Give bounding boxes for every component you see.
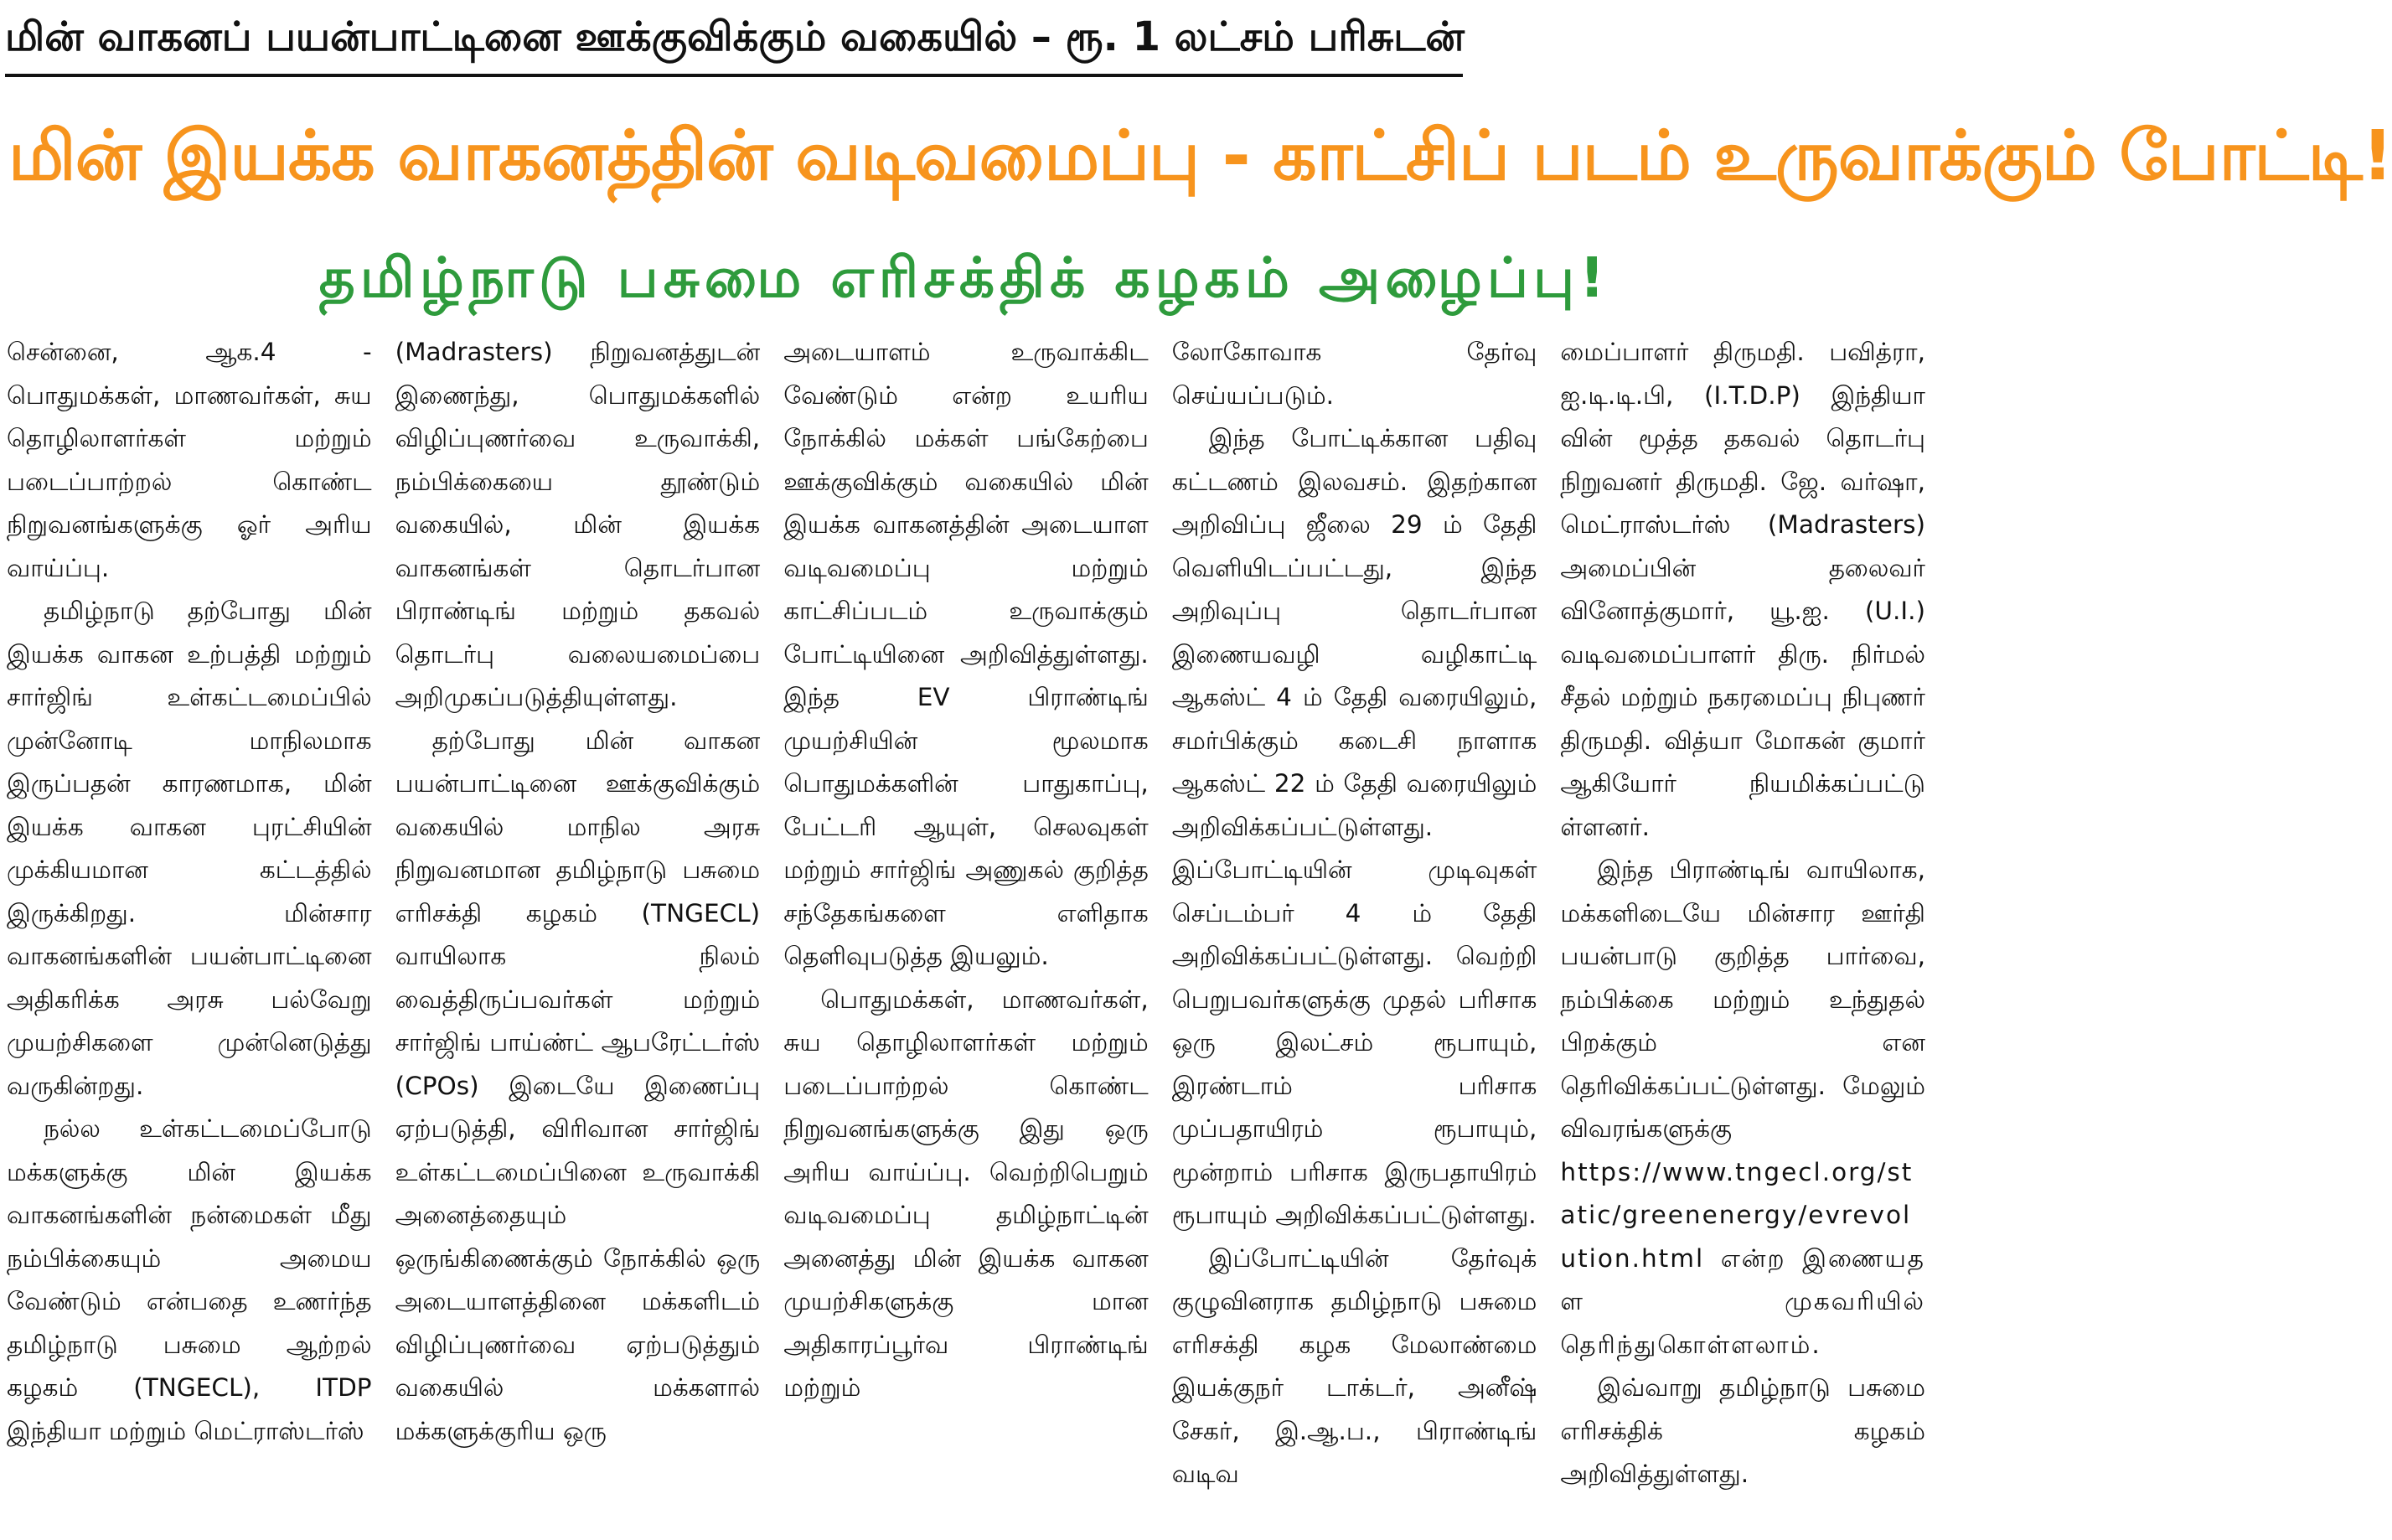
article-paragraph: நல்ல உள்கட்டமைப்போடு மக்களுக்கு மின் இயக்க வாகனங்களின் நன்மைகள் மீது நம்பிக்கையும் அமைய வேண்டும் என்பதை உணர்ந்த தமிழ்நாடு பசுமை ஆற்றல் கழகம் (TNGECL), ITDP இந்தியா மற்றும் மெட்ராஸ்டர்ஸ் (7, 1114, 372, 1445)
article-column-1 (7, 331, 372, 1537)
article-paragraph: பொதுமக்கள், மாணவர்கள், சுய தொழிலாளர்கள் மற்றும் படைப்பாற்றல் கொண்ட நிறுவனங்களுக்கு இது ஒரு அரிய வாய்ப்பு. வெற்றிபெறும் வடிவமைப்பு தமிழ்நாட்டின் அனைத்து மின் இயக்க வாகன முயற்சிகளுக்கு மான அதிகாரப்பூர்வ பிராண்டிங் மற்றும் (783, 984, 1149, 1402)
article-paragraph: லோகோவாக தேர்வு செய்யப்படும். (1171, 338, 1537, 410)
article-paragraph: இப்போட்டியின் தேர்வுக் குழுவினராக தமிழ்நாடு பசுமை எரிசக்தி கழக மேலாண்மை இயக்குநர் டாக்டர், அனீஷ் சேகர், இ.ஆ.ப., பிராண்டிங் வடிவ (1171, 1243, 1537, 1488)
main-headline: மின் இயக்க வாகனத்தின் வடிவமைப்பு - காட்சிப் படம் உருவாக்கும் போட்டி! (8, 116, 2392, 196)
article-column-2 (395, 331, 761, 1537)
article-paragraph: தமிழ்நாடு தற்போது மின் இயக்க வாகன உற்பத்தி மற்றும் சார்ஜிங் உள்கட்டமைப்பில் முன்னோடி மாநிலமாக இருப்பதன் காரணமாக, மின் இயக்க வாகன புரட்சியின் முக்கியமான கட்டத்தில் இருக்கிறது. மின்சார வாகனங்களின் பயன்பாட்டினை அதிகரிக்க அரசு பல்வேறு முயற்சிகளை முன்னெடுத்து வருகின்றது. (7, 597, 372, 1100)
article-paragraph: இந்த போட்டிக்கான பதிவு கட்டணம் இலவசம். இதற்கான அறிவிப்பு ஜீலை 29 ம் தேதி வெளியிடப்பட்டது, இந்த அறிவுப்பு தொடர்பான இணையவழி வழிகாட்டி ஆகஸ்ட் 4 ம் தேதி வரையிலும், சமர்பிக்கும் கடைசி நாளாக ஆகஸ்ட் 22 ம் தேதி வரையிலும் அறிவிக்கப்பட்டுள்ளது. இப்போட்டியின் முடிவுகள் செப்டம்பர் 4 ம் தேதி அறிவிக்கப்பட்டுள்ளது. வெற்றி பெறுபவர்களுக்கு முதல் பரிசாக ஒரு இலட்சம் ரூபாயும், இரண்டாம் பரிசாக முப்பதாயிரம் ரூபாயும், மூன்றாம் பரிசாக இருபதாயிரம் ரூபாயும் அறிவிக்கப்பட்டுள்ளது. (1171, 424, 1537, 1229)
article-column-3 (783, 331, 1149, 1537)
dateline-paragraph: சென்னை, ஆக.4 - பொதுமக்கள், மாணவர்கள், சுய தொழிலாளர்கள் மற்றும் படைப்பாற்றல் கொண்ட நிறுவனங்களுக்கு ஓர் அரிய வாய்ப்பு. (7, 338, 372, 582)
article-paragraph: அடையாளம் உருவாக்கிட வேண்டும் என்ற உயரிய நோக்கில் மக்கள் பங்கேற்பை ஊக்குவிக்கும் வகையில் மின் இயக்க வாகனத்தின் அடையாள வடிவமைப்பு மற்றும் காட்சிப்படம் உருவாக்கும் போட்டியினை அறிவித்துள்ளது. இந்த EV பிராண்டிங் முயற்சியின் மூலமாக பொதுமக்களின் பாதுகாப்பு, பேட்டரி ஆயுள், செலவுகள் மற்றும் சார்ஜிங் அணுகல் குறித்த சந்தேகங்களை எளிதாக தெளிவுபடுத்த இயலும். (783, 338, 1149, 970)
article-paragraph: தற்போது மின் வாகன பயன்பாட்டினை ஊக்குவிக்கும் வகையில் மாநில அரசு நிறுவனமான தமிழ்நாடு பசுமை எரிசக்தி கழகம் (TNGECL) வாயிலாக நிலம் வைத்திருப்பவர்கள் மற்றும் சார்ஜிங் பாய்ண்ட் ஆபரேட்டர்ஸ் (CPOs) இடையே இணைப்பு ஏற்படுத்தி, விரிவான சார்ஜிங் உள்கட்டமைப்பினை உருவாக்கி அனைத்தையும் ஒருங்கிணைக்கும் நோக்கில் ஒரு அடையாளத்தினை மக்களிடம் விழிப்புணர்வை ஏற்படுத்தும் வகையில் மக்களால் மக்களுக்குரிய ஒரு (395, 726, 761, 1445)
article-paragraph: இந்த பிராண்டிங் வாயிலாக, மக்களிடையே மின்சார ஊர்தி பயன்பாடு குறித்த பார்வை, நம்பிக்கை மற்றும் உந்துதல் பிறக்கும் என தெரிவிக்கப்பட்டுள்ளது. மேலும் விவரங்களுக்கு (1560, 855, 1925, 1143)
article-column-4 (1172, 331, 1537, 1537)
article-paragraph: மைப்பாளர் திருமதி. பவித்ரா, ஐ.டி.டி.பி, (I.T.D.P) இந்தியா வின் மூத்த தகவல் தொடர்பு நிறுவனர் திருமதி. ஜே. வர்ஷா, மெட்ராஸ்டர்ஸ் (Madrasters) அமைப்பின் தலைவர் வினோத்குமார், யூ.ஐ. (U.I.) வடிவமைப்பாளர் திரு. நிர்மல் சீதல் மற்றும் நகரமைப்பு நிபுணர் திருமதி. வித்யா மோகன் குமார் ஆகியோர் நியமிக்கப்பட்டு ள்ளனர். (1560, 338, 1925, 841)
sub-headline: தமிழ்நாடு பசுமை எரிசக்திக் கழகம் அழைப்பு! (318, 245, 1610, 310)
article-column-5 (1560, 331, 1925, 1537)
article-paragraph: (Madrasters) நிறுவனத்துடன் இணைந்து, பொதுமக்களில் விழிப்புணர்வை உருவாக்கி, நம்பிக்கையை தூண்டும் வகையில், மின் இயக்க வாகனங்கள் தொடர்பான பிராண்டிங் மற்றும் தகவல் தொடர்பு வலையமைப்பை அறிமுகப்படுத்தியுள்ளது. (395, 338, 761, 711)
kicker-headline: மின் வாகனப் பயன்பாட்டினை ஊக்குவிக்கும் வகையில் – ரூ. 1 லட்சம் பரிசுடன் (5, 5, 1463, 77)
article-columns (7, 331, 1925, 1537)
website-url: https://www.tngecl.org/static/greenenergy/evrevolution.html என்ற இணையதள முகவரியில் தெரிந்துகொள்ளலாம். (1560, 1157, 1925, 1359)
closing-paragraph: இவ்வாறு தமிழ்நாடு பசுமை எரிசக்திக் கழகம் அறிவித்துள்ளது. (1560, 1373, 1925, 1488)
